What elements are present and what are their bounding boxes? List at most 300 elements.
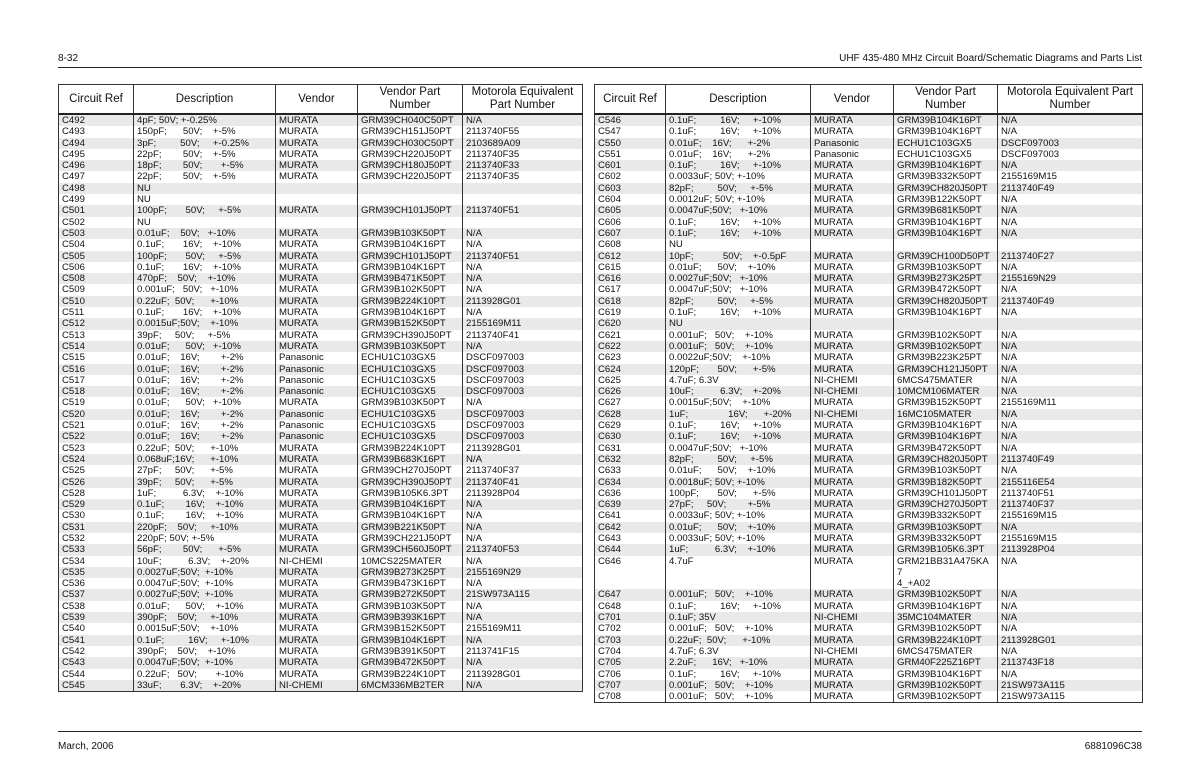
table-row xyxy=(595,194,1143,205)
vendor-part-number-cell: GRM39B332K50PT xyxy=(894,510,998,521)
description-cell: 1uF; 6.3V; +-10% xyxy=(134,488,276,499)
table-row xyxy=(59,409,583,420)
vendor-cell: MURATA xyxy=(276,149,358,160)
vendor-cell: MURATA xyxy=(276,262,358,273)
vendor-part-number-cell: GRM39B105K6.3PT xyxy=(894,544,998,555)
vendor-part-number-cell: GRM39B272K50PT xyxy=(358,589,463,600)
vendor-part-number-cell: GRM39B102K50PT xyxy=(894,341,998,352)
vendor-part-number-cell: GRM39CH270J50PT xyxy=(358,465,463,476)
motorola-part-number-cell: N/A xyxy=(998,465,1143,476)
motorola-part-number-cell: 2113743F18 xyxy=(998,657,1143,668)
motorola-part-number-cell: N/A xyxy=(998,307,1143,318)
circuit-ref-cell: C516 xyxy=(59,364,134,375)
table-row xyxy=(59,431,583,442)
description-cell: 0.0027uF;50V; +-10% xyxy=(134,567,276,578)
motorola-part-number-cell: N/A xyxy=(998,160,1143,171)
circuit-ref-cell: C538 xyxy=(62,600,85,612)
table-row xyxy=(59,352,583,363)
motorola-part-number-cell: 2155169M11 xyxy=(998,397,1143,408)
vendor-cell: MURATA xyxy=(811,669,894,680)
motorola-part-number-cell: 2113740F35 xyxy=(463,171,583,182)
description-cell: NU xyxy=(134,217,276,228)
table-row xyxy=(595,386,1143,397)
parts-list-table-right xyxy=(594,84,1143,703)
table-row xyxy=(595,364,1143,375)
vendor-cell: MURATA xyxy=(811,465,894,476)
vendor-cell xyxy=(276,183,358,194)
table-row xyxy=(595,126,1143,137)
description-cell: 390pF; 50V; +-10% xyxy=(134,612,276,623)
description-cell: 0.0027uF;50V; +-10% xyxy=(134,589,276,600)
table-row xyxy=(59,533,583,544)
circuit-ref-cell: C706 xyxy=(598,668,621,680)
motorola-part-number-cell: 2155169M11 xyxy=(463,623,583,634)
circuit-ref-cell: C531 xyxy=(59,522,134,533)
circuit-ref-cell: C530 xyxy=(62,510,85,522)
description-cell: 0.1uF; 16V; +-10% xyxy=(134,239,276,250)
table-row xyxy=(595,307,1143,318)
description-cell: 82pF; 50V; +-5% xyxy=(666,296,811,307)
table-row xyxy=(59,171,583,182)
circuit-ref-cell: C497 xyxy=(62,171,85,183)
table-row xyxy=(595,691,1143,703)
table-row xyxy=(595,341,1143,352)
vendor-cell: MURATA xyxy=(811,352,894,363)
circuit-ref-cell: C541 xyxy=(59,635,134,646)
circuit-ref-cell: C520 xyxy=(59,409,134,420)
table-row xyxy=(59,251,583,262)
motorola-part-number-cell: 2113928G01 xyxy=(463,443,583,454)
vendor-part-number-cell: GRM39B104K16PT xyxy=(894,160,998,171)
vendor-cell: MURATA xyxy=(811,364,894,375)
description-cell: 0.001uF; 50V; +-10% xyxy=(134,284,276,295)
motorola-part-number-cell: N/A xyxy=(998,431,1143,442)
vendor-cell: MURATA xyxy=(276,589,358,600)
motorola-part-number-cell: DSCF097003 xyxy=(463,364,583,375)
motorola-part-number-cell: N/A xyxy=(998,375,1143,386)
vendor-part-number-cell xyxy=(894,318,998,329)
description-cell: 0.001uF; 50V; +-10% xyxy=(666,623,811,634)
vendor-cell: MURATA xyxy=(276,114,358,126)
table-row xyxy=(595,149,1143,160)
circuit-ref-cell: C511 xyxy=(62,307,85,319)
vendor-part-number-cell: GRM39CH820J50PT xyxy=(894,183,998,194)
vendor-cell: Panasonic xyxy=(276,386,358,397)
vendor-cell: MURATA xyxy=(811,273,894,284)
table-row xyxy=(59,499,583,510)
vendor-part-number-cell: ECHU1C103GX5 xyxy=(358,386,463,397)
circuit-ref-cell: C705 xyxy=(595,657,666,668)
column-header-vendor: Vendor xyxy=(811,85,894,115)
table-row xyxy=(59,160,583,171)
vendor-cell: Panasonic xyxy=(811,149,894,160)
vendor-part-number-cell: GRM39CH101J50PT xyxy=(358,251,463,262)
circuit-ref-cell: C504 xyxy=(62,239,85,251)
vendor-part-number-cell: GRM39CH101J50PT xyxy=(358,205,463,216)
vendor-part-number-cell: GRM40F225Z16PT xyxy=(894,657,998,668)
circuit-ref-cell: C532 xyxy=(62,532,85,544)
table-row xyxy=(59,273,583,284)
column-header-description: Description xyxy=(666,85,811,115)
vendor-cell: MURATA xyxy=(276,318,358,329)
vendor-part-number-cell: GRM39B105K6.3PT xyxy=(358,488,463,499)
vendor-part-number-cell: GRM39B104K16PT xyxy=(358,307,463,318)
vendor-part-number-cell: ECHU1C103GX5 xyxy=(358,364,463,375)
table-row xyxy=(595,239,1143,250)
description-cell: 22pF; 50V; +-5% xyxy=(134,171,276,182)
motorola-part-number-cell: N/A xyxy=(998,126,1143,137)
motorola-part-number-cell: 2155169N29 xyxy=(998,273,1143,284)
motorola-part-number-cell: N/A xyxy=(463,262,583,273)
motorola-part-number-cell xyxy=(463,217,583,228)
description-cell: 0.001uF; 50V; +-10% xyxy=(666,680,811,691)
circuit-ref-cell: C515 xyxy=(62,352,85,364)
vendor-part-number-cell xyxy=(358,194,463,205)
motorola-part-number-cell: N/A xyxy=(463,273,583,284)
description-cell: 2.2uF; 16V; +-10% xyxy=(666,657,811,668)
motorola-part-number-cell: 21SW973A115 xyxy=(998,691,1143,703)
table-row xyxy=(59,364,583,375)
motorola-part-number-cell: N/A xyxy=(998,601,1143,612)
description-cell: 0.1uF; 16V; +-10% xyxy=(134,262,276,273)
vendor-part-number-cell: GRM39B102K50PT xyxy=(358,284,463,295)
description-cell: 0.01uF; 16V; +-2% xyxy=(134,431,276,442)
vendor-part-number-cell: GRM39B103K50PT xyxy=(358,601,463,612)
vendor-part-number-cell: GRM39B102K50PT xyxy=(894,691,998,703)
vendor-cell: MURATA xyxy=(276,284,358,295)
circuit-ref-cell: C505 xyxy=(59,251,134,262)
vendor-part-number-cell: GRM39B104K16PT xyxy=(358,262,463,273)
vendor-part-number-cell: GRM39B104K16PT xyxy=(894,420,998,431)
vendor-cell: MURATA xyxy=(811,601,894,612)
table-row xyxy=(595,183,1143,194)
motorola-part-number-cell: 2113928G01 xyxy=(463,296,583,307)
circuit-ref-cell: C623 xyxy=(598,352,621,364)
circuit-ref-cell: C544 xyxy=(62,668,85,680)
vendor-cell: Panasonic xyxy=(276,375,358,386)
circuit-ref-cell: C612 xyxy=(595,251,666,262)
circuit-ref-cell: C702 xyxy=(598,623,621,635)
table-row xyxy=(595,160,1143,171)
vendor-part-number-cell: GRM39B104K16PT xyxy=(894,126,998,137)
vendor-cell: MURATA xyxy=(811,691,894,703)
motorola-part-number-cell: 2155169M11 xyxy=(463,318,583,329)
description-cell: 39pF; 50V; +-5% xyxy=(134,477,276,488)
vendor-cell: MURATA xyxy=(811,488,894,499)
table-row xyxy=(595,273,1143,284)
motorola-part-number-cell: N/A xyxy=(463,522,583,533)
vendor-part-number-cell: GRM39CH221J50PT xyxy=(358,533,463,544)
description-cell: 10pF; 50V; +-0.5pF xyxy=(666,251,811,262)
vendor-cell: MURATA xyxy=(276,330,358,341)
circuit-ref-cell: C707 xyxy=(595,680,666,691)
table-row xyxy=(595,623,1143,634)
vendor-part-number-cell: GRM39B472K50PT xyxy=(358,657,463,668)
table-row xyxy=(595,680,1143,691)
vendor-cell: MURATA xyxy=(276,171,358,182)
motorola-part-number-cell: 2155169M15 xyxy=(998,510,1143,521)
motorola-part-number-cell: 2155169N29 xyxy=(463,567,583,578)
vendor-cell: MURATA xyxy=(276,397,358,408)
circuit-ref-cell: C508 xyxy=(59,273,134,284)
page-header-title: UHF 435-480 MHz Circuit Board/Schematic Diagrams and Parts List xyxy=(839,53,1142,64)
table-row xyxy=(59,296,583,307)
motorola-part-number-cell: N/A xyxy=(463,680,583,692)
vendor-cell: MURATA xyxy=(811,194,894,205)
motorola-part-number-cell: N/A xyxy=(463,454,583,465)
vendor-part-number-cell: GRM39CH820J50PT xyxy=(894,296,998,307)
table-row xyxy=(595,318,1143,329)
motorola-part-number-cell: N/A xyxy=(463,635,583,646)
vendor-part-number-cell xyxy=(358,183,463,194)
description-cell: 0.1uF; 16V; +-10% xyxy=(666,126,811,137)
vendor-part-number-cell: ECHU1C103GX5 xyxy=(358,409,463,420)
table-row xyxy=(595,589,1143,600)
description-cell: 0.0033uF; 50V; +-10% xyxy=(666,533,811,544)
table-row xyxy=(595,217,1143,228)
table-row xyxy=(59,556,583,567)
circuit-ref-cell: C501 xyxy=(59,205,134,216)
circuit-ref-cell: C642 xyxy=(595,522,666,533)
vendor-part-number-cell: GRM39B681K50PT xyxy=(894,205,998,216)
vendor-cell: MURATA xyxy=(811,330,894,341)
description-cell: 0.1uF; 16V; +-10% xyxy=(666,228,811,239)
motorola-part-number-cell: N/A xyxy=(998,284,1143,295)
table-row xyxy=(59,623,583,634)
vendor-part-number-cell: GRM39B273K25PT xyxy=(894,273,998,284)
motorola-part-number-cell: 2113740F35 xyxy=(463,149,583,160)
parts-list-table-left xyxy=(58,84,583,692)
motorola-part-number-cell: N/A xyxy=(998,443,1143,454)
vendor-cell: MURATA xyxy=(811,443,894,454)
vendor-cell: NI-CHEMI xyxy=(811,375,894,386)
circuit-ref-cell: C626 xyxy=(595,386,666,397)
vendor-cell: Panasonic xyxy=(276,420,358,431)
circuit-ref-cell: C502 xyxy=(62,216,85,228)
motorola-part-number-cell: N/A xyxy=(998,228,1143,239)
circuit-ref-cell: C545 xyxy=(59,680,134,692)
circuit-ref-cell: C495 xyxy=(62,148,85,160)
vendor-part-number-cell: GRM39B104K16PT xyxy=(894,307,998,318)
vendor-part-number-cell: 16MC105MATER xyxy=(894,409,998,420)
motorola-part-number-cell: DSCF097003 xyxy=(998,149,1143,160)
description-cell: 0.0015uF;50V; +-10% xyxy=(134,623,276,634)
vendor-cell: MURATA xyxy=(276,160,358,171)
motorola-part-number-cell: N/A xyxy=(463,657,583,668)
vendor-part-number-cell: GRM21BB31A475KA7 4_+A02 xyxy=(894,556,998,590)
circuit-ref-cell: C602 xyxy=(598,171,621,183)
vendor-cell: MURATA xyxy=(276,126,358,137)
vendor-cell: MURATA xyxy=(276,477,358,488)
circuit-ref-cell: C526 xyxy=(59,477,134,488)
circuit-ref-cell: C493 xyxy=(62,126,85,138)
vendor-part-number-cell: GRM39B103K50PT xyxy=(894,262,998,273)
motorola-part-number-cell: N/A xyxy=(998,420,1143,431)
description-cell: 0.0018uF; 50V; +-10% xyxy=(666,477,811,488)
table-row xyxy=(59,477,583,488)
table-row xyxy=(59,205,583,216)
motorola-part-number-cell: 2113928P04 xyxy=(998,544,1143,555)
vendor-part-number-cell: GRM39B683K16PT xyxy=(358,454,463,465)
description-cell: 0.1uF; 16V; +-10% xyxy=(666,217,811,228)
motorola-part-number-cell: 2113740F55 xyxy=(463,126,583,137)
vendor-part-number-cell: GRM39B102K50PT xyxy=(894,330,998,341)
circuit-ref-cell: C703 xyxy=(595,635,666,646)
vendor-cell: MURATA xyxy=(276,228,358,239)
table-row xyxy=(59,510,583,521)
vendor-part-number-cell: GRM39B104K16PT xyxy=(894,601,998,612)
vendor-part-number-cell: 6MCS475MATER xyxy=(894,375,998,386)
vendor-cell: NI-CHEMI xyxy=(811,612,894,623)
table-row xyxy=(59,183,583,194)
footer-doc-number: 6881096C38 xyxy=(1084,741,1142,752)
vendor-part-number-cell: GRM39B472K50PT xyxy=(894,443,998,454)
circuit-ref-cell: C529 xyxy=(59,499,134,510)
description-cell: 0.1uF; 16V; +-10% xyxy=(134,510,276,521)
vendor-cell: MURATA xyxy=(811,680,894,691)
vendor-part-number-cell: GRM39B152K50PT xyxy=(358,623,463,634)
table-row xyxy=(595,330,1143,341)
vendor-part-number-cell: GRM39CH820J50PT xyxy=(894,454,998,465)
table-row xyxy=(595,544,1143,555)
circuit-ref-cell: C547 xyxy=(598,126,621,138)
vendor-part-number-cell: GRM39B103K50PT xyxy=(358,397,463,408)
motorola-part-number-cell: N/A xyxy=(998,341,1143,352)
motorola-part-number-cell: N/A xyxy=(463,612,583,623)
table-row xyxy=(59,612,583,623)
vendor-part-number-cell: GRM39B102K50PT xyxy=(894,589,998,600)
motorola-part-number-cell: N/A xyxy=(998,352,1143,363)
table-row xyxy=(595,533,1143,544)
motorola-part-number-cell: N/A xyxy=(463,341,583,352)
description-cell: 0.0027uF;50V; +-10% xyxy=(666,273,811,284)
circuit-ref-cell: C628 xyxy=(595,409,666,420)
table-row xyxy=(595,465,1143,476)
description-cell: 33uF; 6.3V; +-20% xyxy=(134,680,276,692)
table-row xyxy=(59,646,583,657)
footer-date: March, 2006 xyxy=(58,741,114,752)
circuit-ref-cell: C604 xyxy=(598,194,621,206)
motorola-part-number-cell: N/A xyxy=(463,228,583,239)
vendor-cell: MURATA xyxy=(811,510,894,521)
vendor-cell: MURATA xyxy=(276,623,358,634)
table-row xyxy=(595,488,1143,499)
description-cell: 0.01uF; 16V; +-2% xyxy=(666,149,811,160)
table-row xyxy=(595,477,1143,488)
circuit-ref-cell: C506 xyxy=(62,261,85,273)
description-cell: 100pF; 50V; +-5% xyxy=(134,251,276,262)
circuit-ref-cell: C512 xyxy=(59,318,134,329)
vendor-part-number-cell: GRM39B103K50PT xyxy=(358,341,463,352)
circuit-ref-cell: C641 xyxy=(598,510,621,522)
motorola-part-number-cell: 2113740F37 xyxy=(998,499,1143,510)
vendor-cell: MURATA xyxy=(811,623,894,634)
circuit-ref-cell: C551 xyxy=(598,148,621,160)
description-cell: 4pF; 50V; +-0.25% xyxy=(134,114,276,126)
vendor-cell: MURATA xyxy=(276,488,358,499)
circuit-ref-cell: C615 xyxy=(598,261,621,273)
table-row xyxy=(59,669,583,680)
motorola-part-number-cell: 2113740F33 xyxy=(463,160,583,171)
description-cell: 0.0047uF;50V; +-10% xyxy=(666,284,811,295)
description-cell: 0.1uF; 16V; +-10% xyxy=(134,307,276,318)
vendor-part-number-cell: GRM39B104K16PT xyxy=(358,510,463,521)
description-cell: 0.0047uF;50V; +-10% xyxy=(134,657,276,668)
table-row xyxy=(59,126,583,137)
vendor-cell: MURATA xyxy=(811,420,894,431)
vendor-cell: MURATA xyxy=(811,544,894,555)
motorola-part-number-cell: N/A xyxy=(998,646,1143,657)
description-cell: 0.001uF; 50V; +-10% xyxy=(666,589,811,600)
vendor-cell: MURATA xyxy=(276,533,358,544)
motorola-part-number-cell: 2113740F41 xyxy=(463,477,583,488)
circuit-ref-cell: C607 xyxy=(595,228,666,239)
description-cell: 3pF; 50V; +-0.25% xyxy=(134,138,276,149)
description-cell: 4.7uF; 6.3V xyxy=(666,646,811,657)
description-cell: 0.01uF; 16V; +-2% xyxy=(134,352,276,363)
description-cell: 0.22uF; 50V; +-10% xyxy=(666,635,811,646)
motorola-part-number-cell: 2113740F51 xyxy=(463,205,583,216)
description-cell: 0.1uF; 16V; +-10% xyxy=(666,420,811,431)
table-row xyxy=(595,262,1143,273)
circuit-ref-cell: C517 xyxy=(62,374,85,386)
description-cell: 10uF; 6.3V; +-20% xyxy=(666,386,811,397)
motorola-part-number-cell: N/A xyxy=(463,307,583,318)
table-row xyxy=(595,669,1143,680)
circuit-ref-cell: C542 xyxy=(62,645,85,657)
circuit-ref-cell: C499 xyxy=(62,194,85,206)
circuit-ref-cell: C525 xyxy=(62,465,85,477)
vendor-part-number-cell: GRM39B332K50PT xyxy=(894,171,998,182)
vendor-cell: Panasonic xyxy=(276,352,358,363)
motorola-part-number-cell: N/A xyxy=(463,239,583,250)
table-row xyxy=(595,522,1143,533)
vendor-cell: MURATA xyxy=(811,533,894,544)
vendor-cell: Panasonic xyxy=(276,431,358,442)
description-cell: 0.0015uF;50V; +-10% xyxy=(134,318,276,329)
vendor-cell: MURATA xyxy=(811,397,894,408)
vendor-part-number-cell: GRM39B104K16PT xyxy=(894,217,998,228)
circuit-ref-cell: C550 xyxy=(595,138,666,149)
vendor-part-number-cell: GRM39CH151J50PT xyxy=(358,126,463,137)
vendor-cell: MURATA xyxy=(276,567,358,578)
footer-divider xyxy=(58,731,1142,732)
vendor-cell: Panasonic xyxy=(276,364,358,375)
vendor-cell: MURATA xyxy=(276,239,358,250)
circuit-ref-cell: C616 xyxy=(595,273,666,284)
vendor-cell: MURATA xyxy=(276,601,358,612)
vendor-part-number-cell: GRM39B103K50PT xyxy=(894,522,998,533)
circuit-ref-cell: C618 xyxy=(595,296,666,307)
column-header-vendor: Vendor xyxy=(276,85,358,115)
vendor-cell xyxy=(811,318,894,329)
table-row xyxy=(59,194,583,205)
column-header-circuit-ref: Circuit Ref xyxy=(59,85,134,115)
circuit-ref-cell: C535 xyxy=(59,567,134,578)
circuit-ref-cell: C534 xyxy=(62,555,85,567)
description-cell: 150pF; 50V; +-5% xyxy=(134,126,276,137)
motorola-part-number-cell: DSCF097003 xyxy=(998,138,1143,149)
motorola-part-number-cell: 2113740F51 xyxy=(998,488,1143,499)
vendor-cell: Panasonic xyxy=(276,409,358,420)
column-header-description: Description xyxy=(134,85,276,115)
table-row xyxy=(59,228,583,239)
description-cell: 0.0047uF;50V; +-10% xyxy=(134,578,276,589)
vendor-part-number-cell xyxy=(358,217,463,228)
vendor-part-number-cell: GRM39B332K50PT xyxy=(894,533,998,544)
vendor-cell: MURATA xyxy=(811,499,894,510)
description-cell: 470pF; 50V; +-10% xyxy=(134,273,276,284)
